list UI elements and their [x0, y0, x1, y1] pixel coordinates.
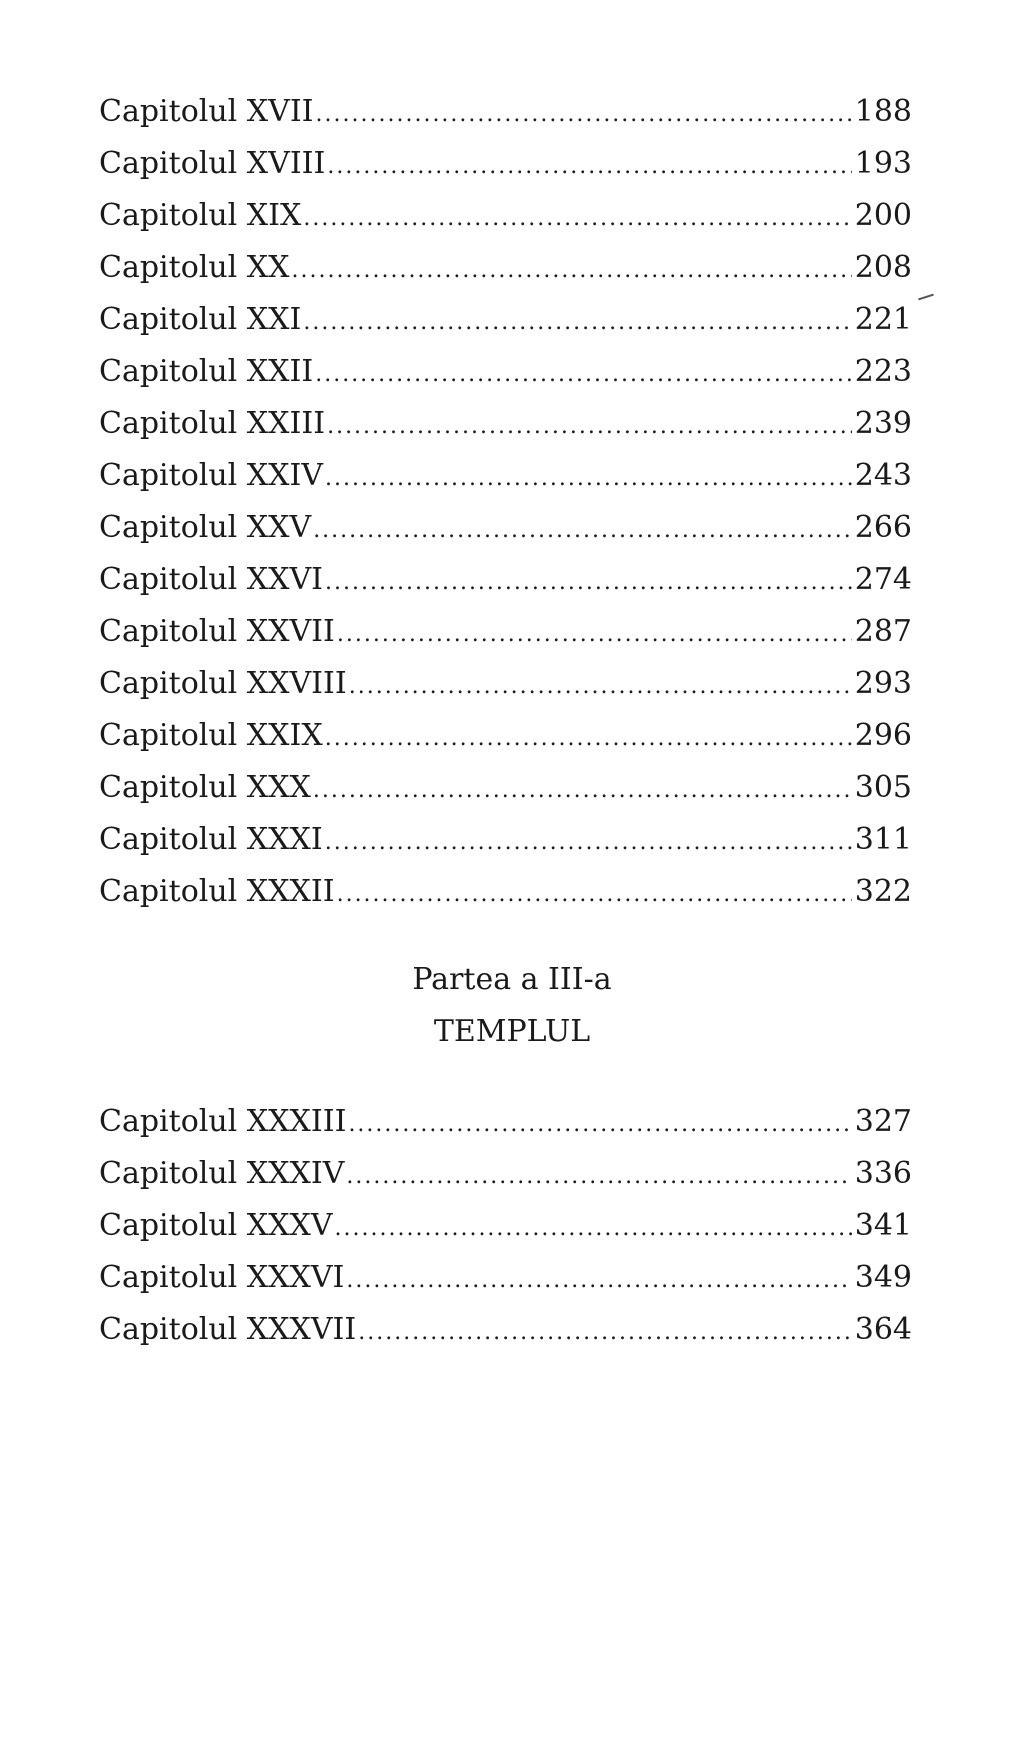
- pen-mark: [918, 294, 934, 301]
- chapter-title: Capitolul XXI: [99, 302, 302, 337]
- part-title: TEMPLUL: [433, 1014, 591, 1049]
- dot-leader: [348, 1099, 851, 1151]
- toc-entry: [99, 294, 912, 346]
- dot-leader: [325, 557, 852, 609]
- toc-entry: [99, 450, 912, 502]
- page-number: 221: [854, 302, 912, 337]
- dot-leader: [327, 141, 851, 193]
- page-number: 327: [854, 1104, 912, 1139]
- toc-entry: [99, 398, 912, 450]
- toc-entry: [99, 1096, 912, 1148]
- chapter-title: Capitolul XXXVI: [99, 1260, 345, 1295]
- dot-leader: [316, 89, 852, 141]
- page-number: 336: [854, 1156, 912, 1191]
- table-of-contents: [99, 1096, 912, 1356]
- toc-entry: [99, 762, 912, 814]
- dot-leader: [358, 1307, 851, 1359]
- toc-entry: [99, 606, 912, 658]
- page-number: 305: [854, 770, 912, 805]
- toc-entry: [99, 1148, 912, 1200]
- dot-leader: [335, 1203, 852, 1255]
- dot-leader: [303, 193, 851, 245]
- chapter-title: Capitolul XXVI: [99, 562, 324, 597]
- page-number: 293: [854, 666, 912, 701]
- toc-entry: [99, 242, 912, 294]
- toc-entry: [99, 710, 912, 762]
- dot-leader: [315, 349, 852, 401]
- part-heading: [0, 954, 1024, 1058]
- chapter-title: Capitolul XIX: [99, 198, 302, 233]
- dot-leader: [325, 817, 852, 869]
- chapter-title: Capitolul XVIII: [99, 146, 326, 181]
- page-number: 274: [854, 562, 912, 597]
- page-number: 287: [854, 614, 912, 649]
- toc-entry: [99, 1252, 912, 1304]
- dot-leader: [325, 453, 852, 505]
- part-label: Partea a III-a: [412, 962, 612, 997]
- toc-entry: [99, 1304, 912, 1356]
- chapter-title: Capitolul XXXVII: [99, 1312, 357, 1347]
- chapter-title: Capitolul XXIII: [99, 406, 326, 441]
- dot-leader: [325, 713, 852, 765]
- toc-entry: [99, 866, 912, 918]
- chapter-title: Capitolul XVII: [99, 94, 314, 129]
- chapter-title: Capitolul XXXIV: [99, 1156, 345, 1191]
- toc-entry: [99, 346, 912, 398]
- chapter-title: Capitolul XX: [99, 250, 290, 285]
- chapter-title: Capitolul XXVIII: [99, 666, 347, 701]
- chapter-title: Capitolul XXXI: [99, 822, 323, 857]
- chapter-title: Capitolul XXXV: [99, 1208, 333, 1243]
- chapter-title: Capitolul XXXII: [99, 874, 335, 909]
- dot-leader: [337, 609, 852, 661]
- page-number: 223: [854, 354, 912, 389]
- chapter-title: Capitolul XXXIII: [99, 1104, 347, 1139]
- chapter-title: Capitolul XXIX: [99, 718, 323, 753]
- page-number: 200: [854, 198, 912, 233]
- chapter-title: Capitolul XXVII: [99, 614, 335, 649]
- page-number: 341: [854, 1208, 912, 1243]
- dot-leader: [303, 297, 851, 349]
- toc-entry: [99, 502, 912, 554]
- chapter-title: Capitolul XXX: [99, 770, 311, 805]
- page-number: 243: [854, 458, 912, 493]
- toc-entry: [99, 86, 912, 138]
- chapter-title: Capitolul XXII: [99, 354, 314, 389]
- page-number: 188: [854, 94, 912, 129]
- dot-leader: [313, 765, 852, 817]
- toc-entry: [99, 814, 912, 866]
- page-number: 296: [854, 718, 912, 753]
- page-number: 364: [854, 1312, 912, 1347]
- dot-leader: [313, 505, 852, 557]
- page-number: 193: [854, 146, 912, 181]
- chapter-title: Capitolul XXV: [99, 510, 312, 545]
- toc-entry: [99, 1200, 912, 1252]
- toc-entry: [99, 190, 912, 242]
- toc-entry: [99, 138, 912, 190]
- dot-leader: [346, 1151, 851, 1203]
- page-number: 239: [854, 406, 912, 441]
- page-number: 266: [854, 510, 912, 545]
- dot-leader: [337, 869, 852, 921]
- chapter-title: Capitolul XXIV: [99, 458, 324, 493]
- dot-leader: [327, 401, 852, 453]
- dot-leader: [292, 245, 852, 297]
- dot-leader: [346, 1255, 851, 1307]
- table-of-contents: [99, 86, 912, 918]
- page-number: 349: [854, 1260, 912, 1295]
- toc-entry: [99, 554, 912, 606]
- page-number: 208: [854, 250, 912, 285]
- dot-leader: [349, 661, 852, 713]
- page-number: 311: [854, 822, 912, 857]
- toc-entry: [99, 658, 912, 710]
- page-number: 322: [854, 874, 912, 909]
